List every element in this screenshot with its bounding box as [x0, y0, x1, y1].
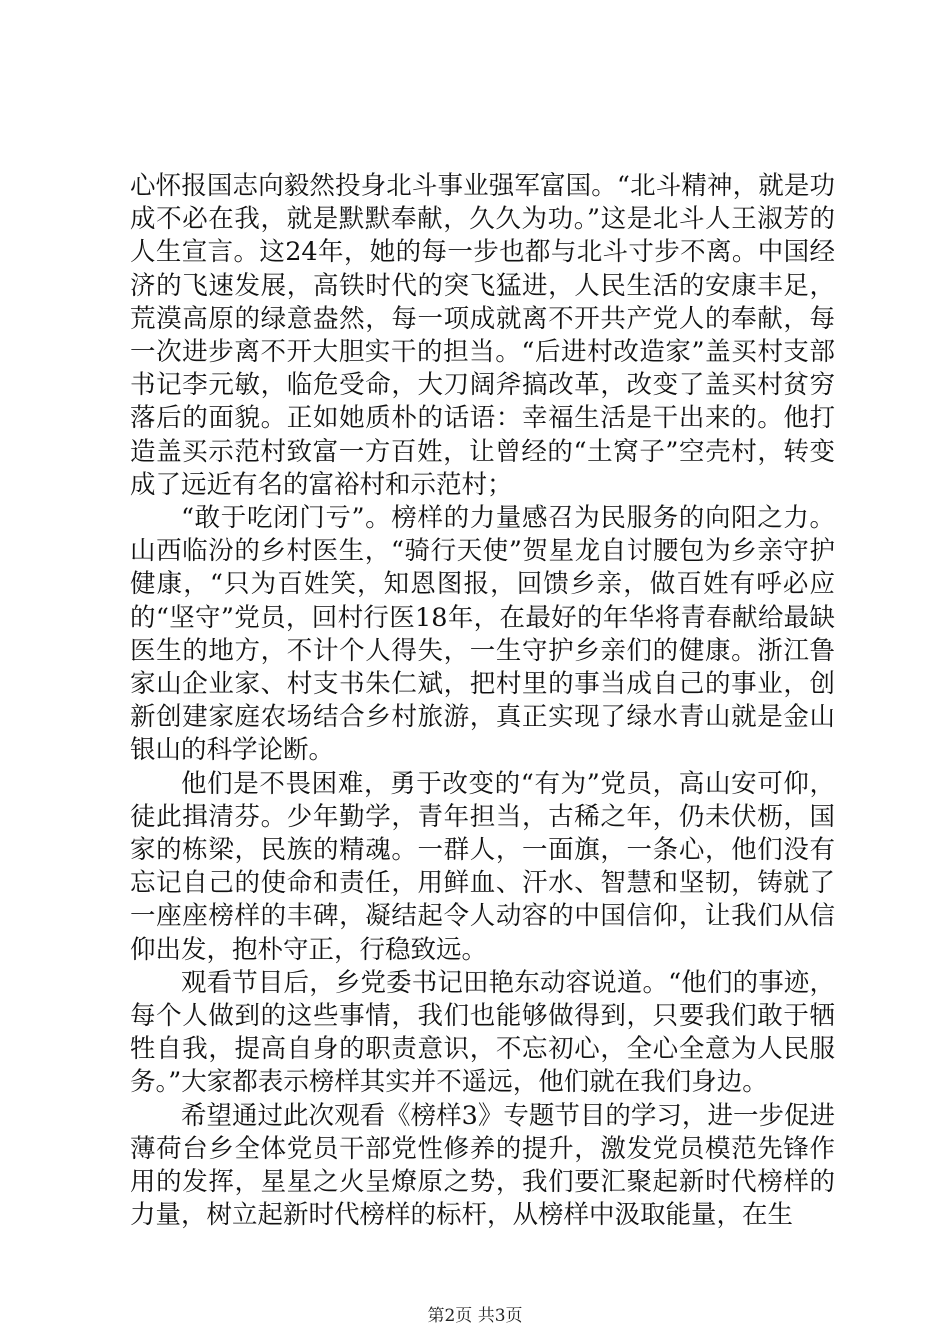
paragraph-3: 他们是不畏困难，勇于改变的“有为”党员，高山安可仰，徒此揖清芬。少年勤学，青年担当，古稀之年，仍未伏枥，国家的栋梁，民族的精魂。一群人，一面旗，一条心，他们没有忘记自己的使命和责任，用鲜血、汗水、智慧和坚韧，铸就了一座座榜样的丰碑，凝结起令人动容的中国信仰，让我们从信仰出发，抱朴守正，行稳致远。 — [130, 768, 835, 965]
paragraph-4: 观看节目后，乡党委书记田艳东动容说道。“他们的事迹，每个人做到的这些事情，我们也能够做得到，只要我们敢于牺牲自我，提高自身的职责意识，不忘初心，全心全意为人民服务。”大家都表示榜样其实并不遥远，他们就在我们身边。 — [130, 967, 835, 1098]
paragraph-1: 心怀报国志向毅然投身北斗事业强军富国。“北斗精神，就是功成不必在我，就是默默奉献，久久为功。”这是北斗人王淑芳的人生宣言。这24年，她的每一步也都与北斗寸步不离。中国经济的飞速发展，高铁时代的突飞猛进，人民生活的安康丰足，荒漠高原的绿意盎然，每一项成就离不开共产党人的奉献，每一次进步离不开大胆实干的担当。“后进村改造家”盖买村支部书记李元敏，临危受命，大刀阔斧搞改革，改变了盖买村贫穷落后的面貌。正如她质朴的话语：幸福生活是干出来的。他打造盖买示范村致富一方百姓，让曾经的“土窝子”空壳村，转变成了远近有名的富裕村和示范村； — [130, 171, 835, 500]
paragraph-2: “敢于吃闭门亏”。榜样的力量感召为民服务的向阳之力。山西临汾的乡村医生，“骑行天使”贺星龙自讨腰包为乡亲守护健康，“只为百姓笑，知恩图报，回馈乡亲，做百姓有呼必应的“坚守”党员，回村行医18年，在最好的年华将青春献给最缺医生的地方，不计个人得失，一生守护乡亲们的健康。浙江鲁家山企业家、村支书朱仁斌，把村里的事当成自己的事业，创新创建家庭农场结合乡村旅游，真正实现了绿水青山就是金山银山的科学论断。 — [130, 503, 835, 766]
body-text — [130, 170, 835, 1233]
page-footer: 第2页 共3页 — [427, 1306, 523, 1326]
paragraph-5: 希望通过此次观看《榜样3》专题节目的学习，进一步促进薄荷台乡全体党员干部党性修养的提升，激发党员模范先锋作用的发挥，星星之火呈燎原之势，我们要汇聚起新时代榜样的力量，树立起新时代榜样的标杆，从榜样中汲取能量，在生 — [130, 1100, 835, 1231]
